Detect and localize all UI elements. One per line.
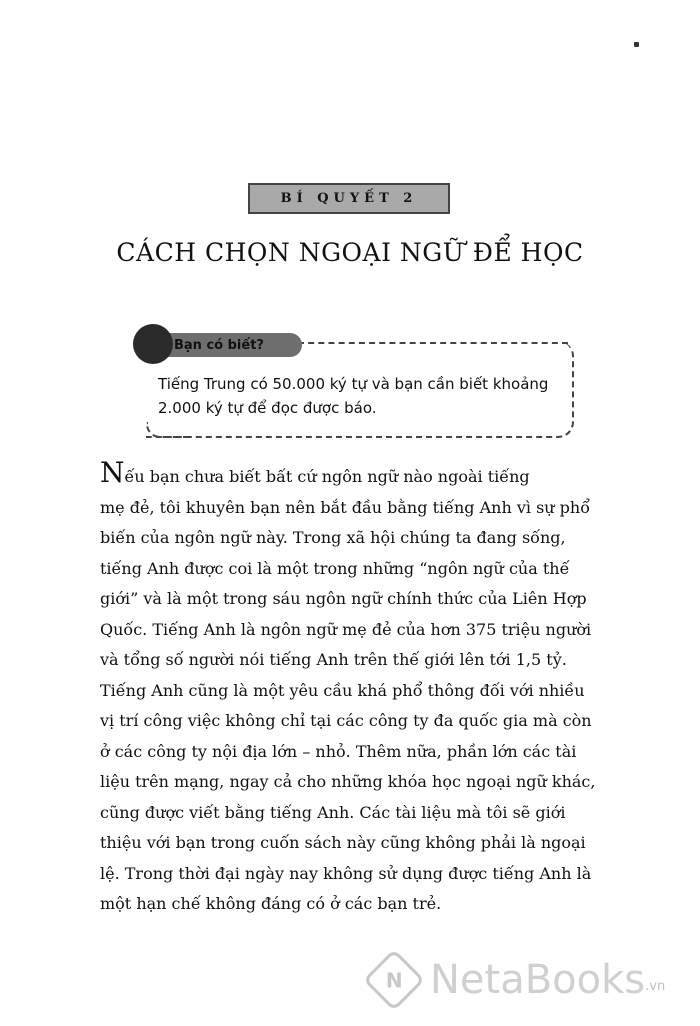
body-line: giới” và là một trong sáu ngôn ngữ chính thức của Liên Hợp — [100, 589, 587, 608]
watermark-suffix: .vn — [645, 979, 666, 994]
page-speck — [634, 42, 639, 47]
watermark — [362, 948, 692, 1012]
body-line: Quốc. Tiếng Anh là ngôn ngữ mẹ đẻ của hơn 375 triệu người — [100, 619, 592, 639]
body-line: Tiếng Anh cũng là một yêu cầu khá phổ thông đối với nhiều — [100, 680, 585, 700]
chapter-label-banner — [248, 183, 450, 214]
body-line — [100, 458, 600, 493]
info-line: 2.000 ký tự để đọc được báo. — [158, 399, 377, 417]
body-line: liệu trên mạng, ngay cả cho những khóa học ngoại ngữ khác, — [100, 772, 596, 791]
lightbulb-icon — [133, 324, 173, 364]
body-line: tiếng Anh được coi là một trong những “ngôn ngữ của thế — [100, 558, 570, 578]
first-line-text: ếu bạn chưa biết bất cứ ngôn ngữ nào ngoài tiếng — [124, 467, 530, 486]
body-line: biến của ngôn ngữ này. Trong xã hội chúng ta đang sống, — [100, 528, 566, 547]
netabooks-logo-icon — [363, 949, 425, 1011]
watermark-name: NetaBooks — [430, 957, 646, 1003]
body-line: lệ. Trong thời đại ngày nay không sử dụng được tiếng Anh là — [100, 863, 592, 883]
body-line: một hạn chế không đáng có ở các bạn trẻ. — [100, 894, 442, 913]
info-line: Tiếng Trung có 50.000 ký tự và bạn cần biết khoảng — [158, 375, 549, 393]
body-line: vị trí công việc không chỉ tại các công ty đa quốc gia mà còn — [100, 711, 592, 730]
chapter-label: BÍ QUYẾT 2 — [280, 191, 418, 206]
body-line: ở các công ty nội địa lớn – nhỏ. Thêm nữa, phần lớn các tài — [100, 741, 577, 761]
logo-letter: N — [385, 968, 403, 992]
body-line: cũng được viết bằng tiếng Anh. Các tài liệu mà tôi sẽ giới — [100, 802, 566, 822]
body-line: thiệu với bạn trong cuốn sách này cũng không phải là ngoại — [100, 833, 586, 852]
chapter-title: CÁCH CHỌN NGOẠI NGỮ ĐỂ HỌC — [116, 238, 584, 267]
body-line: mẹ đẻ, tôi khuyên bạn nên bắt đầu bằng tiếng Anh vì sự phổ — [100, 497, 591, 517]
body-paragraph — [100, 458, 600, 920]
info-box-label: Bạn có biết? — [174, 337, 264, 353]
info-box-left-border — [146, 422, 186, 438]
body-line: và tổng số người nói tiếng Anh trên thế giới lên tới 1,5 tỷ. — [100, 650, 567, 669]
dropcap: N — [100, 456, 125, 489]
info-box-text — [158, 372, 568, 420]
